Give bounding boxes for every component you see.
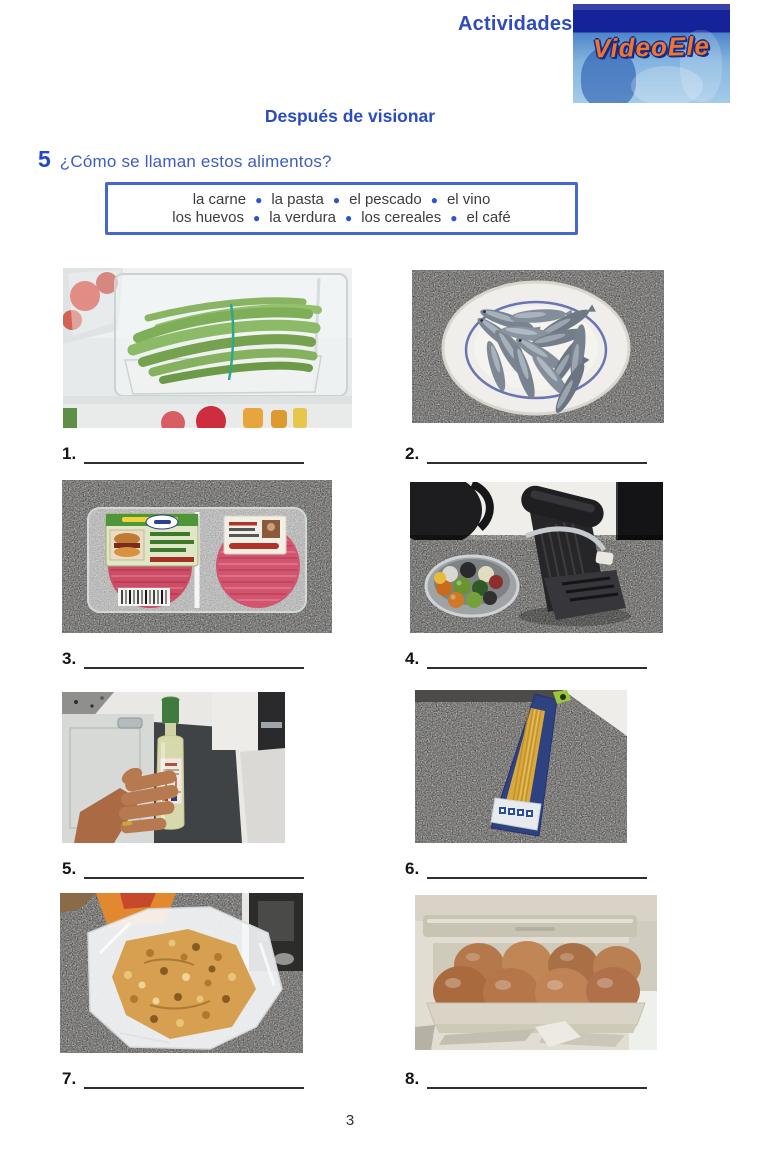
section-title: Después de visionar bbox=[264, 106, 436, 126]
item-number: 6. bbox=[405, 859, 420, 878]
bullet-icon: ● bbox=[344, 211, 353, 225]
word-bank-word: el vino bbox=[446, 191, 491, 208]
item-number: 4. bbox=[405, 649, 420, 668]
photo-green-beans bbox=[63, 268, 352, 428]
answer-blank[interactable] bbox=[84, 447, 304, 464]
exercise-number: 5 bbox=[38, 146, 51, 172]
logo-wordmark: VideoEle bbox=[592, 30, 711, 64]
photo-coffee-machine bbox=[410, 482, 663, 633]
answer-blank[interactable] bbox=[84, 862, 304, 879]
photo-eggs-tray bbox=[415, 895, 657, 1050]
word-bank-word: la carne bbox=[192, 191, 247, 208]
exercise-question: ¿Cómo se llaman estos alimentos? bbox=[59, 152, 332, 171]
answer-blank[interactable] bbox=[84, 1072, 304, 1089]
answer-item-8 bbox=[405, 1067, 647, 1089]
photo-spaghetti bbox=[415, 690, 627, 843]
photo-wine-bottle bbox=[62, 692, 285, 843]
bullet-icon: ● bbox=[332, 193, 341, 207]
answer-blank[interactable] bbox=[427, 862, 647, 879]
bullet-icon: ● bbox=[255, 193, 263, 207]
photo-cereal-bag bbox=[60, 893, 303, 1053]
bullet-icon: ● bbox=[430, 193, 438, 207]
word-bank-line-2 bbox=[108, 209, 575, 226]
photo-fish-plate bbox=[412, 270, 664, 423]
header-activities-label: Actividades bbox=[458, 13, 573, 35]
bullet-icon: ● bbox=[253, 211, 261, 225]
word-bank-word: la pasta bbox=[271, 191, 324, 208]
exercise-heading bbox=[38, 146, 332, 173]
answer-item-7 bbox=[62, 1067, 304, 1089]
logo-band bbox=[573, 4, 730, 10]
answer-item-6 bbox=[405, 857, 647, 879]
word-bank-word: el pescado bbox=[349, 191, 422, 208]
logo-figure-shape bbox=[631, 66, 703, 103]
page-number: 3 bbox=[345, 1112, 355, 1129]
answer-item-3 bbox=[62, 647, 304, 669]
videoele-logo bbox=[573, 4, 730, 103]
word-bank-box bbox=[105, 182, 578, 235]
item-number: 2. bbox=[405, 444, 420, 463]
answer-blank[interactable] bbox=[427, 652, 647, 669]
item-number: 7. bbox=[62, 1069, 77, 1088]
answer-blank[interactable] bbox=[427, 1072, 647, 1089]
item-number: 8. bbox=[405, 1069, 420, 1088]
answer-item-1 bbox=[62, 442, 304, 464]
item-number: 3. bbox=[62, 649, 77, 668]
item-number: 5. bbox=[62, 859, 77, 878]
answer-blank[interactable] bbox=[427, 447, 647, 464]
photo-burger-meat bbox=[62, 480, 332, 633]
word-bank-word: los huevos bbox=[172, 209, 244, 226]
answer-item-5 bbox=[62, 857, 304, 879]
item-number: 1. bbox=[62, 444, 77, 463]
bullet-icon: ● bbox=[450, 211, 458, 225]
word-bank-word: la verdura bbox=[269, 209, 336, 226]
answer-item-4 bbox=[405, 647, 647, 669]
answer-item-2 bbox=[405, 442, 647, 464]
answer-blank[interactable] bbox=[84, 652, 304, 669]
word-bank-line-1 bbox=[108, 191, 575, 208]
word-bank-word: el café bbox=[466, 209, 511, 226]
word-bank-word: los cereales bbox=[361, 209, 442, 226]
